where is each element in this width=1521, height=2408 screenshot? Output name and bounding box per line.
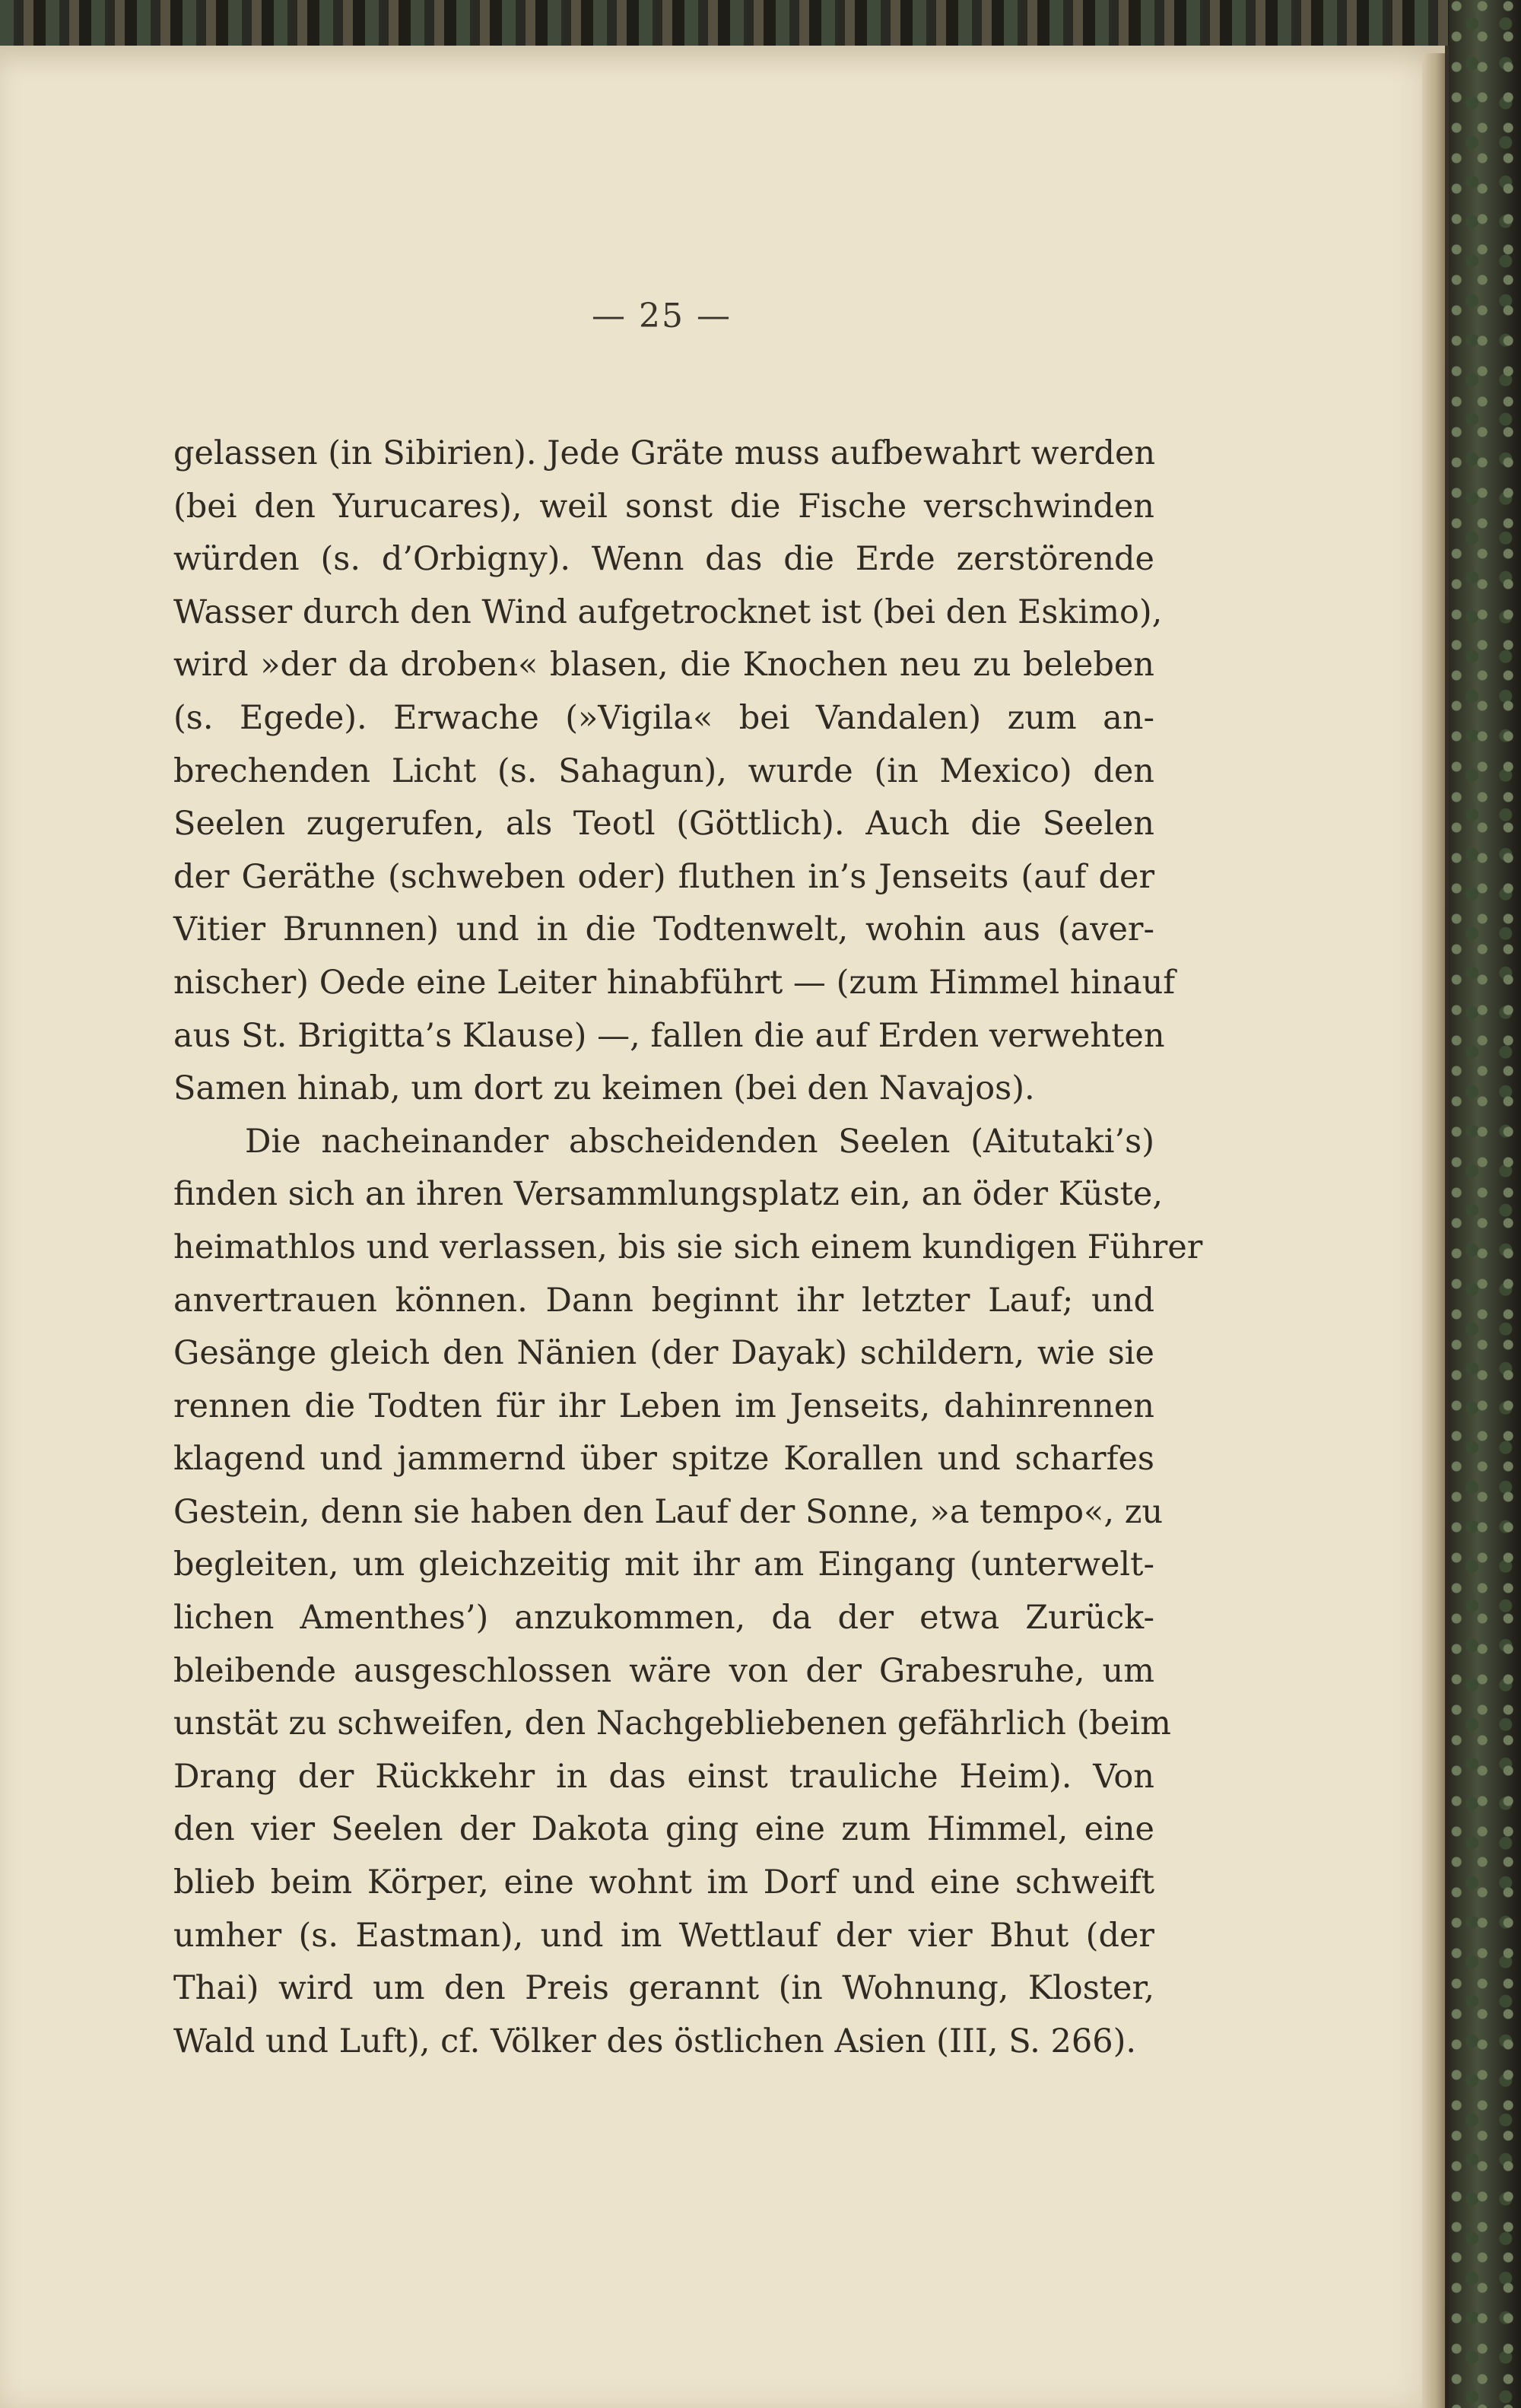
text-line: der Geräthe (schweben oder) fluthen in’s Jenseits (auf der [173,857,1154,896]
text-line: unstät zu schweifen, den Nachgebliebenen gefährlich (beim [173,1704,1171,1743]
text-line: (bei den Yurucares), weil sonst die Fische verschwinden [173,487,1154,526]
top-binding [0,0,1521,46]
text-line: würden (s. d’Orbigny). Wenn das die Erde zerstörende [173,540,1154,579]
text-line: nischer) Oede eine Leiter hinabführt — (zum Himmel hinauf [173,963,1176,1002]
text-line: anvertrauen können. Dann beginnt ihr letzter Lauf; und [173,1281,1154,1320]
text-line: aus St. Brigitta’s Klause) —, fallen die auf Erden verwehten [173,1016,1165,1055]
text-line: begleiten, um gleichzeitig mit ihr am Eingang (unterwelt- [173,1546,1154,1584]
text-line: (s. Egede). Erwache (»Vigila« bei Vandalen) zum an- [173,698,1154,737]
text-line: Vitier Brunnen) und in die Todtenwelt, wohin aus (aver- [173,910,1154,949]
text-line: Samen hinab, um dort zu keimen (bei den Navajos). [173,1069,1035,1108]
text-line: klagend und jammernd über spitze Korallen und scharfes [173,1440,1154,1479]
text-line: finden sich an ihren Versammlungsplatz ein, an öder Küste, [173,1175,1164,1214]
text-line: brechenden Licht (s. Sahagun), wurde (in Mexico) den [173,751,1154,790]
text-line: blieb beim Körper, eine wohnt im Dorf und eine schweift [173,1863,1154,1902]
body-text [173,427,1203,2068]
text-line: Gestein, denn sie haben den Lauf der Sonne, »a tempo«, zu [173,1492,1164,1531]
text-line: umher (s. Eastman), und im Wettlauf der vier Bhut (der [173,1916,1154,1955]
text-line: den vier Seelen der Dakota ging eine zum Himmel, eine [173,1810,1154,1849]
book-page [0,46,1445,2408]
text-line: gelassen (in Sibirien). Jede Gräte muss aufbewahrt werden [173,434,1156,472]
text-line: lichen Amenthes’) anzukommen, da der etwa Zurück- [173,1599,1154,1638]
page-fold-shadow [1422,53,1445,2408]
text-line: bleibende ausgeschlossen wäre von der Grabesruhe, um [173,1651,1154,1690]
text-line: rennen die Todten für ihr Leben im Jenseits, dahinrennen [173,1387,1154,1425]
page-number: — 25 — [592,297,732,335]
text-line: Seelen zugerufen, als Teotl (Göttlich). Auch die Seelen [173,805,1154,843]
text-line: Gesänge gleich den Nänien (der Dayak) schildern, wie sie [173,1334,1154,1373]
text-line: Wald und Luft), cf. Völker des östlichen Asien (III, S. 266). [173,2022,1137,2060]
text-line: heimathlos und verlassen, bis sie sich einem kundigen Führer [173,1228,1203,1266]
text-line: wird »der da droben« blasen, die Knochen neu zu beleben [173,646,1154,685]
text-line: Drang der Rückkehr in das einst trauliche Heim). Von [173,1757,1154,1796]
text-line: Thai) wird um den Preis gerannt (in Wohnung, Kloster, [173,1969,1154,2008]
marbled-cover-edge [1449,0,1521,2408]
text-line: Wasser durch den Wind aufgetrocknet ist (bei den Eskimo), [173,592,1163,631]
paragraph-first-line: Die nacheinander abscheidenden Seelen (Aitutaki’s) [245,1122,1154,1161]
